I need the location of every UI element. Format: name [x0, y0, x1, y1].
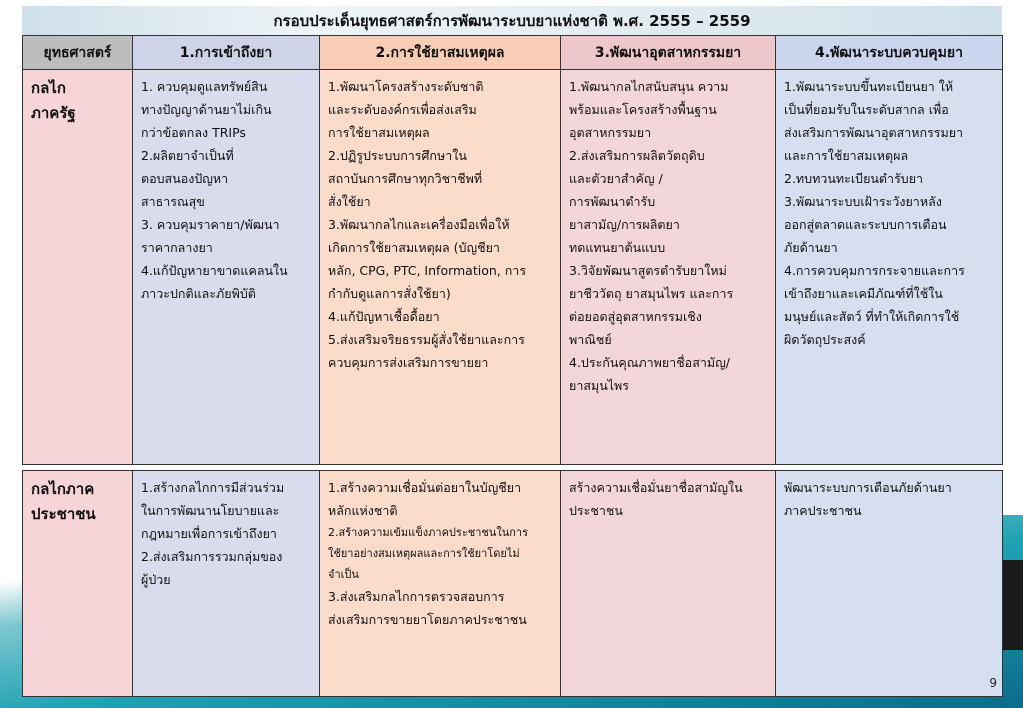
state-access-cell: [133, 70, 320, 465]
list-item: 1.สร้างความเชื่อมั่นต่อยาในบัญชียา: [328, 480, 522, 495]
list-item: 2.ปฏิรูประบบการศึกษาใน: [328, 148, 467, 163]
list-item: ภาคประชาชน: [784, 503, 862, 518]
state-row: [23, 70, 1003, 465]
list-item: 4.การควบคุมการกระจายและการ: [784, 263, 965, 278]
list-item: และการใช้ยาสมเหตุผล: [784, 148, 909, 163]
list-item: ภัยด้านยา: [784, 240, 838, 255]
list-item: และตัวยาสำคัญ /: [569, 171, 663, 186]
list-item: ยาชีววัตถุ ยาสมุนไพร และการ: [569, 286, 734, 301]
list-item: เกิดการใช้ยาสมเหตุผล (บัญชียา: [328, 240, 500, 255]
public-control-list: [776, 471, 1002, 522]
list-item: 1.สร้างกลไกการมีส่วนร่วม: [141, 480, 285, 495]
list-item: 1.พัฒนากลไกสนับสนุน ความ: [569, 79, 729, 94]
public-control-cell: [776, 471, 1003, 697]
list-item: ประชาชน: [569, 503, 623, 518]
list-item: ผู้ป่วย: [141, 572, 171, 587]
list-item: 5.ส่งเสริมจริยธรรมผู้สั่งใช้ยาและการ: [328, 332, 525, 347]
state-label-line1: กลไก: [31, 79, 66, 97]
page-title: กรอบประเด็นยุทธศาสตร์การพัฒนาระบบยาแห่งชาติ พ.ศ. 2555 – 2559: [273, 12, 751, 30]
list-item: ราคากลางยา: [141, 240, 213, 255]
state-access-list: [133, 70, 319, 305]
state-label-line2: ภาครัฐ: [31, 104, 76, 122]
state-control-cell: [776, 70, 1003, 465]
list-item: พัฒนาระบบการเตือนภัยด้านยา: [784, 480, 952, 495]
list-item: 2.ส่งเสริมการรวมกลุ่มของ: [141, 549, 283, 564]
list-item: 3.พัฒนากลไกและเครื่องมือเพื่อให้: [328, 217, 510, 232]
public-label-line1: กลไกภาค: [31, 480, 95, 498]
public-industry-list: [561, 471, 775, 522]
list-item: ตอบสนองปัญหา: [141, 171, 229, 186]
list-item: หลักแห่งชาติ: [328, 503, 398, 518]
list-item: ยาสามัญ/การผลิตยา: [569, 217, 680, 232]
list-item: 4.ประกันคุณภาพยาชื่อสามัญ/: [569, 355, 730, 370]
list-item: ภาวะปกติและภัยพิบัติ: [141, 286, 256, 301]
list-item: 2.ทบทวนทะเบียนตำรับยา: [784, 171, 924, 186]
list-item: ในการพัฒนานโยบายและ: [141, 503, 280, 518]
list-item: กว่าข้อตกลง TRIPs: [141, 125, 246, 140]
state-rational-list: [320, 70, 560, 374]
background-dark-bar: [1001, 560, 1023, 650]
list-item: ใช้ยาอย่างสมเหตุผลและการใช้ยาโดยไม่: [328, 547, 520, 560]
list-item: 3.พัฒนาระบบเฝ้าระวังยาหลัง: [784, 194, 942, 209]
list-item: พร้อมและโครงสร้างพื้นฐาน: [569, 102, 717, 117]
list-item: 1.พัฒนาโครงสร้างระดับชาติ: [328, 79, 484, 94]
state-industry-cell: [561, 70, 776, 465]
list-item: ยาสมุนไพร: [569, 378, 629, 393]
list-item: หลัก, CPG, PTC, Information, การ: [328, 263, 527, 278]
list-item: 3. ควบคุมราคายา/พัฒนา: [141, 217, 280, 232]
public-rational-list-small: [320, 522, 560, 585]
strategy-table: [22, 35, 1003, 465]
list-item: 3.วิจัยพัฒนาสูตรตำรับยาใหม่: [569, 263, 727, 278]
public-rational-cell: [320, 471, 561, 697]
list-item: สาธารณสุข: [141, 194, 205, 209]
public-access-cell: [133, 471, 320, 697]
header-strategy: ยุทธศาสตร์: [23, 36, 133, 70]
list-item: 4.แก้ปัญหาเชื้อดื้อยา: [328, 309, 440, 324]
list-item: 4.แก้ปัญหายาขาดแคลนใน: [141, 263, 288, 278]
public-access-list: [133, 471, 319, 591]
list-item: อุตสาหกรรมยา: [569, 125, 652, 140]
list-item: 1.พัฒนาระบบขึ้นทะเบียนยา ให้: [784, 79, 954, 94]
header-control: 4.พัฒนาระบบควบคุมยา: [776, 36, 1003, 70]
list-item: สร้างความเชื่อมั่นยาชื่อสามัญใน: [569, 480, 743, 495]
list-item: ต่อยอดสู่อุตสาหกรรมเชิง: [569, 309, 702, 324]
list-item: 3.ส่งเสริมกลไกการตรวจสอบการ: [328, 589, 505, 604]
list-item: สถาบันการศึกษาทุกวิชาชีพที่: [328, 171, 483, 186]
list-item: การใช้ยาสมเหตุผล: [328, 125, 430, 140]
list-item: และระดับองค์กรเพื่อส่งเสริม: [328, 102, 477, 117]
list-item: ผิดวัตถุประสงค์: [784, 332, 866, 347]
list-item: 1. ควบคุมดูแลทรัพย์สิน: [141, 79, 268, 94]
list-item: กำกับดูแลการสั่งใช้ยา): [328, 286, 451, 301]
header-rational-use: 2.การใช้ยาสมเหตุผล: [320, 36, 561, 70]
public-row: [23, 471, 1003, 697]
public-rational-list-tail: [320, 585, 560, 631]
list-item: ส่งเสริมการขายยาโดยภาคประชาชน: [328, 612, 527, 627]
list-item: ทดแทนยาต้นแบบ: [569, 240, 666, 255]
list-item: ออกสู่ตลาดและระบบการเตือน: [784, 217, 947, 232]
header-access: 1.การเข้าถึงยา: [133, 36, 320, 70]
list-item: เป็นที่ยอมรับในระดับสากล เพื่อ: [784, 102, 949, 117]
page-number: 9: [989, 676, 997, 690]
list-item: ควบคุมการส่งเสริมการขายยา: [328, 355, 489, 370]
list-item: สั่งใช้ยา: [328, 194, 371, 209]
list-item: มนุษย์และสัตว์ ที่ทำให้เกิดการใช้: [784, 309, 960, 324]
list-item: ทางปัญญาด้านยาไม่เกิน: [141, 102, 272, 117]
state-rational-cell: [320, 70, 561, 465]
list-item: 2.สร้างความเข้มแข็งภาคประชาชนในการ: [328, 526, 528, 539]
header-industry: 3.พัฒนาอุตสาหกรรมยา: [561, 36, 776, 70]
header-row: [23, 36, 1003, 70]
state-control-list: [776, 70, 1002, 351]
public-industry-cell: [561, 471, 776, 697]
list-item: 2.ผลิตยาจำเป็นที่: [141, 148, 234, 163]
public-table: [22, 470, 1003, 697]
list-item: 2.ส่งเสริมการผลิตวัตถุดิบ: [569, 148, 705, 163]
list-item: กฎหมายเพื่อการเข้าถึงยา: [141, 526, 277, 541]
state-row-label: [23, 70, 133, 465]
public-row-label: [23, 471, 133, 697]
list-item: เข้าถึงยาและเคมีภัณฑ์ที่ใช้ใน: [784, 286, 943, 301]
state-industry-list: [561, 70, 775, 397]
list-item: พาณิชย์: [569, 332, 612, 347]
public-rational-list-lead: [320, 471, 560, 522]
public-label-line2: ประชาชน: [31, 505, 96, 523]
list-item: การพัฒนาตำรับ: [569, 194, 656, 209]
list-item: ส่งเสริมการพัฒนาอุตสาหกรรมยา: [784, 125, 964, 140]
list-item: จำเป็น: [328, 568, 359, 581]
